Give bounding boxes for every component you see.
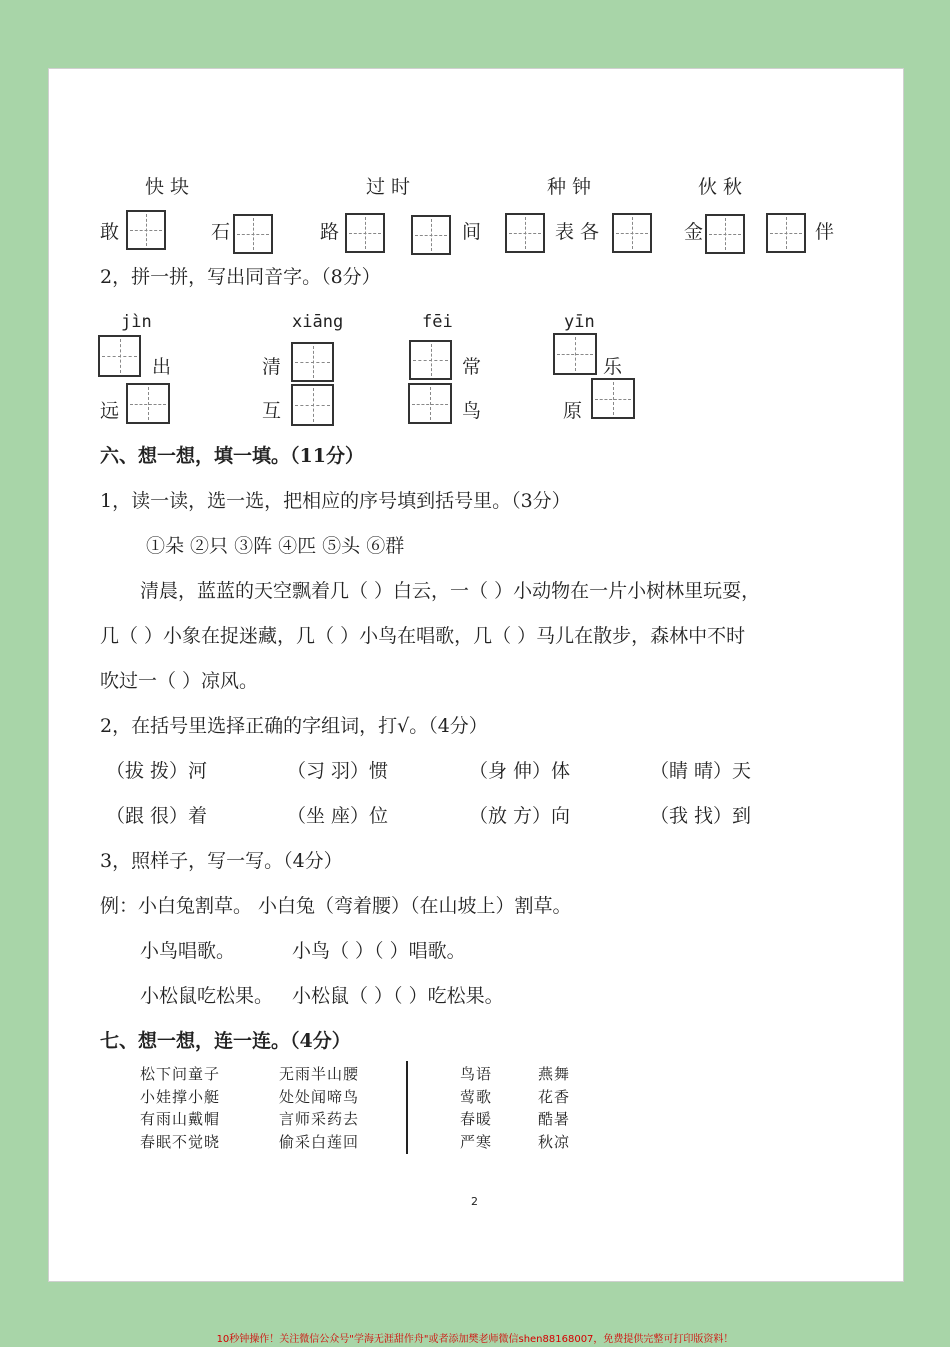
poem-column-1 [140,1063,220,1153]
pair-left-4: 金 [684,221,704,243]
answer-box[interactable] [705,214,745,254]
section-heading: 六、想一想，填一填。（11分） [100,445,364,467]
page-number: 2 [471,1195,478,1208]
pair-chars-2: 过 时 [366,176,411,198]
match-item[interactable]: 花香 [538,1087,571,1106]
answer-box[interactable] [553,333,597,375]
answer-box[interactable] [505,213,545,253]
pair-right-1: 石 [211,221,231,243]
question-title: 2，拼一拼，写出同音字。（8分） [100,266,381,288]
poem-column-2 [279,1063,359,1153]
example-line: 例：小白兔割草。 小白兔（弯着腰）（在山坡上）割草。 [100,895,572,917]
pinyin-label: fēi [422,312,453,332]
question-title: 3，照样子，写一写。（4分） [100,850,343,872]
match-item[interactable]: 处处闻啼鸟 [279,1087,360,1106]
char-label: 常 [462,356,482,378]
answer-box[interactable] [233,214,273,254]
word-choice: （坐 座）位 [287,805,389,827]
pair-right-3: 表 各 [555,221,600,243]
pair-left-2: 路 [320,221,340,243]
pinyin-label: yīn [564,312,595,332]
match-item[interactable]: 春眠不觉晓 [140,1132,221,1151]
answer-box[interactable] [345,213,385,253]
options-list: ①朵 ②只 ③阵 ④匹 ⑤头 ⑥群 [146,535,405,557]
passage-line: 清晨，蓝蓝的天空飘着几（ ）白云，一（ ）小动物在一片小树林里玩耍， [140,580,761,602]
match-item[interactable]: 燕舞 [538,1065,571,1083]
divider-line [406,1061,408,1154]
match-item[interactable]: 小娃撑小艇 [140,1087,221,1106]
match-item[interactable]: 鸟语 [460,1065,493,1083]
char-label: 出 [152,356,172,378]
match-item[interactable]: 无雨半山腰 [279,1065,360,1083]
word-choice: （放 方）向 [469,805,571,827]
pair-chars-1: 快 块 [145,176,190,198]
match-item[interactable]: 偷采白莲回 [279,1132,360,1151]
word-choice: （我 找）到 [650,805,752,827]
word-choice: （习 羽）惯 [287,760,389,782]
answer-box[interactable] [591,378,635,419]
exercise-answer-line: 小松鼠（ ）（ ）吃松果。 [292,985,504,1007]
question-title: 1，读一读，选一选，把相应的序号填到括号里。（3分） [100,490,571,512]
char-label: 鸟 [462,400,482,422]
answer-box[interactable] [98,335,141,377]
pair-left-1: 敢 [100,221,120,243]
answer-box[interactable] [126,383,170,424]
word-choice: （跟 很）着 [106,805,208,827]
section-heading: 七、想一想，连一连。（4分） [100,1030,351,1052]
answer-box[interactable] [291,342,334,382]
pinyin-label: xiāng [292,312,344,332]
match-item[interactable]: 言师采药去 [279,1110,360,1128]
word-choice: （拔 拨）河 [106,760,208,782]
match-item[interactable]: 严寒 [460,1132,493,1151]
word-column-3 [460,1063,492,1153]
promo-footer: 10秒钟操作！关注微信公众号"学海无涯甜作舟"或者添加樊老师微信shen88168007，免费提供完整可打印版资料！ [216,1334,734,1345]
pair-chars-3: 种 钟 [547,176,592,198]
passage-line: 吹过一（ ）凉风。 [100,670,259,692]
answer-box[interactable] [612,213,652,253]
exercise-prompt: 小鸟唱歌。 [140,940,236,962]
match-item[interactable]: 有雨山戴帽 [140,1110,221,1128]
match-item[interactable]: 莺歌 [460,1087,493,1106]
match-item[interactable]: 酷暑 [538,1110,571,1128]
answer-box[interactable] [126,210,166,250]
char-label: 原 [563,400,583,422]
char-label: 乐 [603,356,623,378]
word-choice: （身 伸）体 [469,760,571,782]
answer-box[interactable] [766,213,806,253]
word-choice: （睛 晴）天 [650,760,752,782]
answer-box[interactable] [411,215,451,255]
match-item[interactable]: 秋凉 [538,1132,571,1151]
passage-line: 几（ ）小象在捉迷藏，几（ ）小鸟在唱歌，几（ ）马儿在散步，森林中不时 [100,625,746,647]
pair-chars-4: 伙 秋 [698,176,743,198]
question-title: 2，在括号里选择正确的字组词，打√。（4分） [100,715,488,737]
match-item[interactable]: 春暖 [460,1110,493,1128]
answer-box[interactable] [291,384,334,426]
exercise-answer-line: 小鸟（ ）（ ）唱歌。 [292,940,466,962]
pinyin-label: jìn [121,312,152,332]
char-label: 清 [262,356,282,378]
match-item[interactable]: 松下问童子 [140,1065,221,1083]
exercise-prompt: 小松鼠吃松果。 [140,985,274,1007]
char-label: 远 [100,400,120,422]
char-label: 互 [262,400,282,422]
answer-box[interactable] [408,383,452,424]
word-column-4 [538,1063,570,1153]
pair-right-4: 伴 [815,221,835,243]
pair-right-2: 间 [462,221,482,243]
answer-box[interactable] [409,340,452,380]
